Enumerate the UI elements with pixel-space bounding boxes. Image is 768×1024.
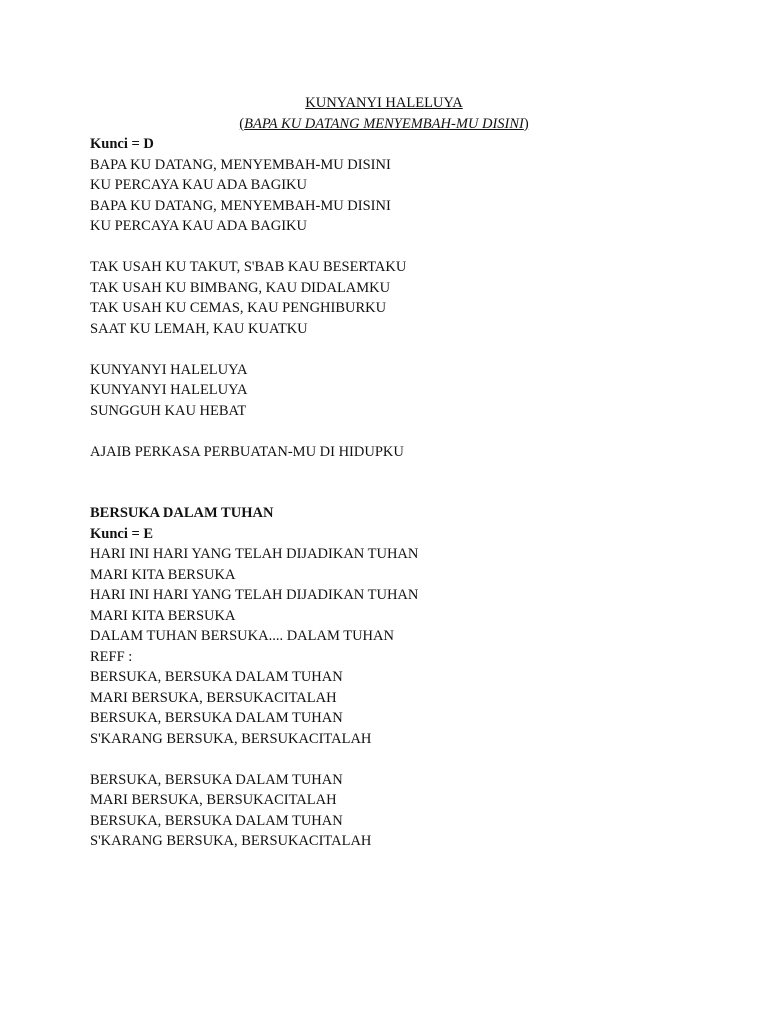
song2-title: BERSUKA DALAM TUHAN xyxy=(90,505,274,521)
song1-verse2-line: SAAT KU LEMAH, KAU KUATKU xyxy=(90,320,308,337)
song1-key: Kunci = D xyxy=(90,136,154,152)
song1-header xyxy=(0,93,768,134)
song2-verse-line: MARI KITA BERSUKA xyxy=(90,566,236,583)
song1-chorus-line: SUNGGUH KAU HEBAT xyxy=(90,402,247,419)
stanza-gap xyxy=(90,421,710,442)
stanza-gap xyxy=(90,749,710,770)
song1-title: KUNYANYI HALELUYA xyxy=(305,95,463,111)
song2-reff1-line: S'KARANG BERSUKA, BERSUKACITALAH xyxy=(90,730,372,747)
song1-subtitle-close: ) xyxy=(523,115,529,132)
song2-reff2-line: S'KARANG BERSUKA, BERSUKACITALAH xyxy=(90,833,372,849)
song2-reff1-line: BERSUKA, BERSUKA DALAM TUHAN xyxy=(90,669,343,685)
song-gap xyxy=(90,462,710,503)
song2-reff2-line: BERSUKA, BERSUKA DALAM TUHAN xyxy=(90,771,343,788)
song1-verse2-line: TAK USAH KU BIMBANG, KAU DIDALAMKU xyxy=(90,279,391,296)
song1-verse1-line: KU PERCAYA KAU ADA BAGIKU xyxy=(90,218,307,234)
song2-verse-line: MARI KITA BERSUKA xyxy=(90,607,236,624)
song1-verse2-line: TAK USAH KU TAKUT, S'BAB KAU BESERTAKU xyxy=(90,259,407,275)
song1-subtitle-open: ( xyxy=(239,115,245,132)
song1-chorus-line: KUNYANYI HALELUYA xyxy=(90,361,248,378)
song2-verse-line: HARI INI HARI YANG TELAH DIJADIKAN TUHAN xyxy=(90,546,419,562)
song2-verse-line: HARI INI HARI YANG TELAH DIJADIKAN TUHAN xyxy=(90,587,419,603)
song1-verse1-line: KU PERCAYA KAU ADA BAGIKU xyxy=(90,177,307,193)
song2-reff1-line: MARI BERSUKA, BERSUKACITALAH xyxy=(90,689,337,706)
song2-verse-line: DALAM TUHAN BERSUKA.... DALAM TUHAN xyxy=(90,628,394,644)
song1-ending-line: AJAIB PERKASA PERBUATAN-MU DI HIDUPKU xyxy=(90,443,404,460)
song1-verse1-line: BAPA KU DATANG, MENYEMBAH-MU DISINI xyxy=(90,156,391,173)
song2-key: Kunci = E xyxy=(90,525,154,542)
song2-reff2-line: MARI BERSUKA, BERSUKACITALAH xyxy=(90,792,337,808)
song2-reff-label: REFF : xyxy=(90,648,133,665)
stanza-gap xyxy=(90,237,710,258)
song2-reff2-line: BERSUKA, BERSUKA DALAM TUHAN xyxy=(90,812,343,829)
song2-reff1-line: BERSUKA, BERSUKA DALAM TUHAN xyxy=(90,710,343,726)
song1-subtitle-text: BAPA KU DATANG MENYEMBAH-MU DISINI xyxy=(244,115,524,132)
song1-verse1-line: BAPA KU DATANG, MENYEMBAH-MU DISINI xyxy=(90,197,391,214)
song1-chorus-line: KUNYANYI HALELUYA xyxy=(90,382,248,398)
song1-verse2-line: TAK USAH KU CEMAS, KAU PENGHIBURKU xyxy=(90,300,387,316)
song1-subtitle xyxy=(0,114,768,135)
lyrics-body xyxy=(90,134,710,852)
stanza-gap xyxy=(90,339,710,360)
